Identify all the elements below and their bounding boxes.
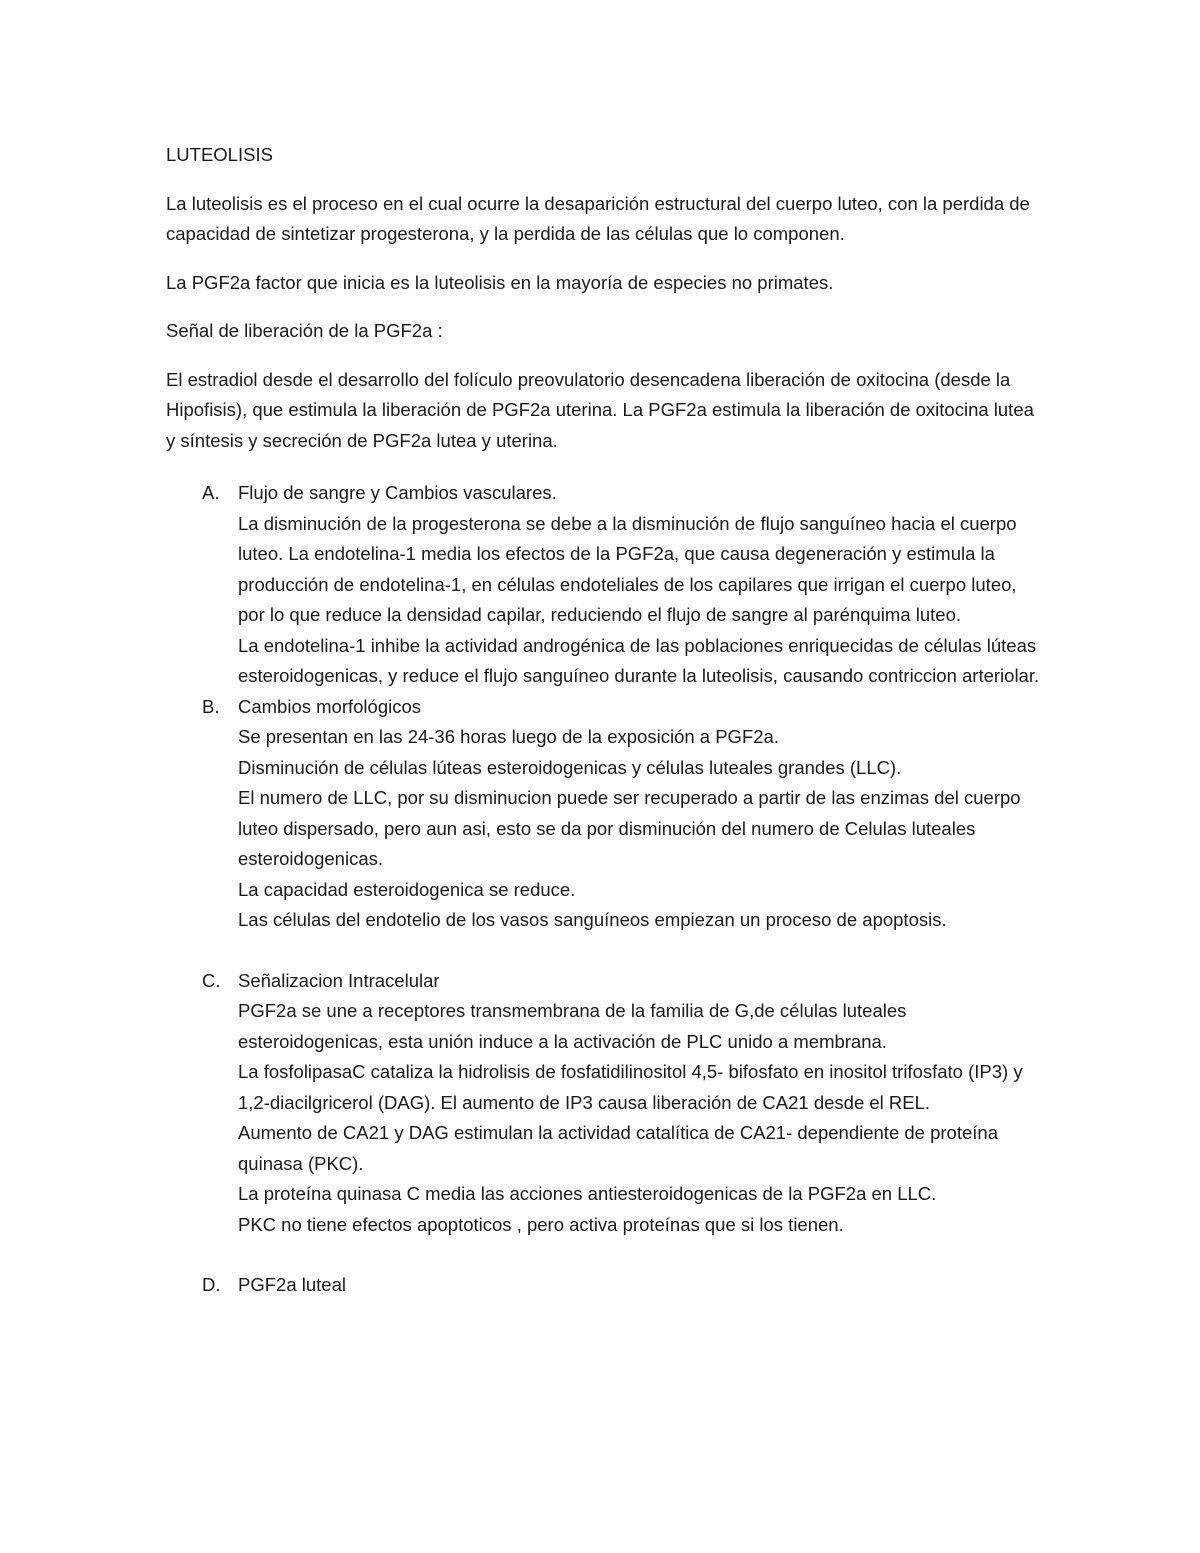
paragraph-pgf2a: La PGF2a factor que inicia es la luteolisis en la mayoría de especies no primates. <box>166 271 834 293</box>
section-c-line-1: PGF2a se une a receptores transmembrana de la familia de G,de células luteales esteroidogenicas, esta unión induce a la activación de PLC unido a membrana. <box>238 1000 907 1052</box>
section-a-line-2: La endotelina-1 inhibe la actividad androgénica de las poblaciones enriquecidas de células lúteas esteroidogenicas, y reduce el flujo sanguíneo durante la luteolisis, causando contriccion arteriolar. <box>238 634 1040 686</box>
spacer <box>166 1240 1046 1270</box>
section-c <box>166 966 1046 1241</box>
section-c-line-4: La proteína quinasa C media las acciones antiesteroidogenicas de la PGF2a en LLC. <box>238 1183 937 1204</box>
section-d-marker: D. <box>202 1274 221 1295</box>
section-b-line-2: Disminución de células lúteas esteroidogenicas y células luteales grandes (LLC). <box>238 756 902 778</box>
section-b-line-3: El numero de LLC, por su disminucion puede ser recuperado a partir de las enzimas del cuerpo luteo dispersado, pero aun asi, esto se da por disminución del numero de Celulas luteales esteroidogenicas. <box>238 787 1021 869</box>
section-b-line-1: Se presentan en las 24-36 horas luego de la exposición a PGF2a. <box>238 726 779 747</box>
section-c-marker: C. <box>202 969 221 991</box>
paragraph-estradiol: El estradiol desde el desarrollo del folículo preovulatorio desencadena liberación de oxitocina (desde la Hipofisis), que estimula la liberación de PGF2a uterina. La PGF2a estimula la liberación de oxitocina lutea y síntesis y secreción de PGF2a lutea y uterina. <box>166 368 1034 451</box>
document-title: LUTEOLISIS <box>166 144 273 165</box>
section-a-line-1: La disminución de la progesterona se debe a la disminución de flujo sanguíneo hacia el cuerpo luteo. La endotelina-1 media los efectos de la PGF2a, que causa degeneración y estimula la producción de endotelina-1, en células endoteliales de los capilares que irrigan el cuerpo luteo, por lo que reduce la densidad capilar, reduciendo el flujo de sangre al parénquima luteo. <box>238 512 1017 625</box>
section-b-line-4: La capacidad esteroidogenica se reduce. <box>238 878 576 900</box>
section-c-line-2: La fosfolipasaC cataliza la hidrolisis de fosfatidilinositol 4,5- bifosfato en inositol trifosfato (IP3) y 1,2-diacilgricerol (DAG). El aumento de IP3 causa liberación de CA21 desde el REL. <box>238 1061 1023 1113</box>
paragraph-signal-heading: Señal de liberación de la PGF2a : <box>166 320 443 341</box>
section-a-heading: Flujo de sangre y Cambios vasculares. <box>238 482 557 503</box>
section-b <box>166 692 1046 936</box>
section-list <box>166 478 1046 1301</box>
document-body <box>166 140 1046 1301</box>
section-b-heading: Cambios morfológicos <box>238 695 422 717</box>
spacer <box>166 936 1046 966</box>
section-d <box>166 1270 1046 1301</box>
section-a <box>166 478 1046 692</box>
section-a-marker: A. <box>202 482 220 503</box>
section-d-heading: PGF2a luteal <box>238 1274 346 1295</box>
section-b-marker: B. <box>202 695 220 717</box>
paragraph-definition: La luteolisis es el proceso en el cual ocurre la desaparición estructural del cuerpo luteo, con la perdida de capacidad de sintetizar progesterona, y la perdida de las células que lo componen. <box>166 192 1030 244</box>
section-c-line-3: Aumento de CA21 y DAG estimulan la actividad catalítica de CA21- dependiente de proteína quinasa (PKC). <box>238 1122 998 1174</box>
section-c-line-5: PKC no tiene efectos apoptoticos , pero activa proteínas que si los tienen. <box>238 1213 844 1235</box>
section-b-line-5: Las células del endotelio de los vasos sanguíneos empiezan un proceso de apoptosis. <box>238 909 947 930</box>
section-c-heading: Señalizacion Intracelular <box>238 969 440 991</box>
